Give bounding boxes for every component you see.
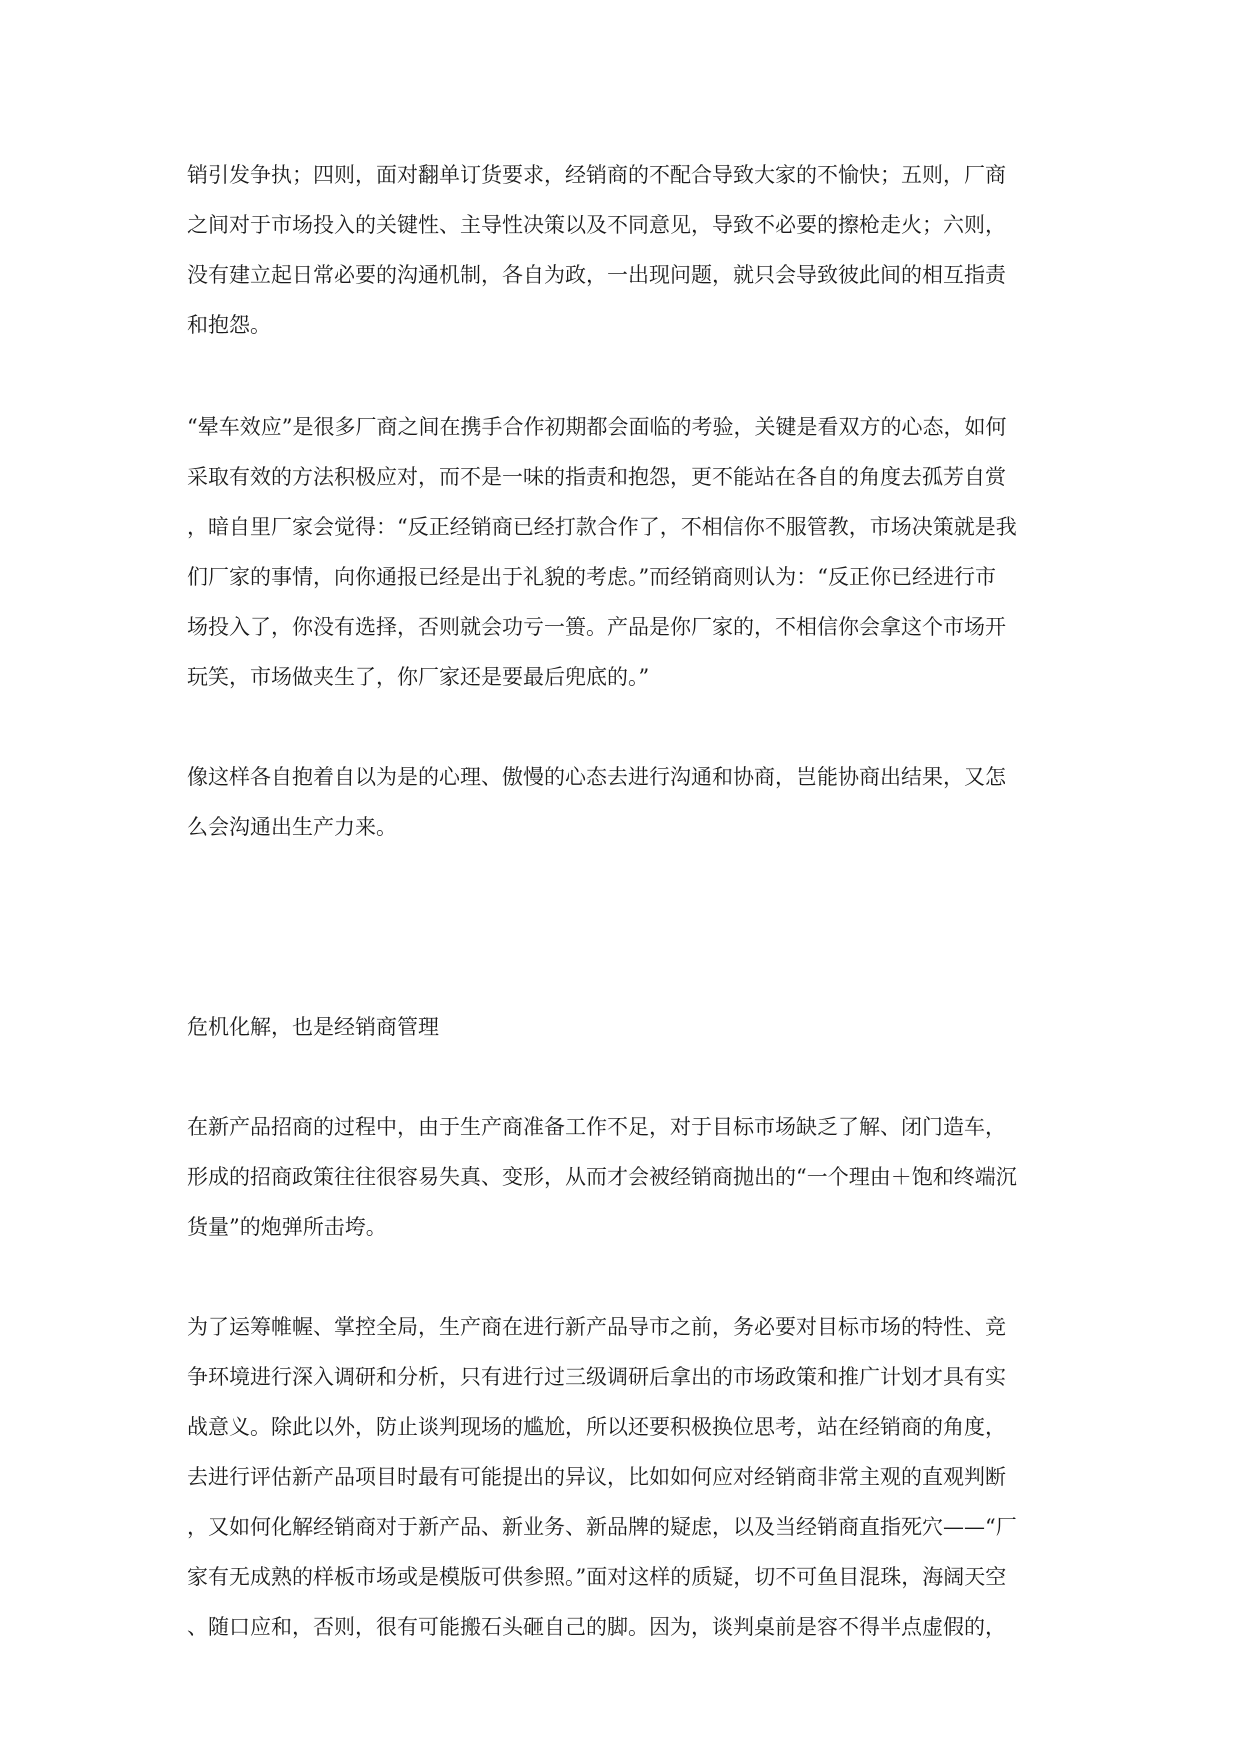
text-line: ，又如何化解经销商对于新产品、新业务、新品牌的疑虑，以及当经销商直指死穴——“厂 [187, 1515, 1017, 1539]
document-body [187, 150, 1055, 1652]
paragraph-2 [187, 402, 1055, 702]
text-line: 像这样各自抱着自以为是的心理、傲慢的心态去进行沟通和协商，岂能协商出结果，又怎 [187, 765, 1006, 789]
paragraph-spacer [187, 1052, 1055, 1102]
text-line: 没有建立起日常必要的沟通机制，各自为政，一出现问题，就只会导致彼此间的相互指责 [187, 263, 1006, 287]
paragraph-4 [187, 1102, 1055, 1252]
paragraph-spacer [187, 1252, 1055, 1302]
text-line: 之间对于市场投入的关键性、主导性决策以及不同意见，导致不必要的擦枪走火；六则， [187, 213, 1006, 237]
text-line: 销引发争执；四则，面对翻单订货要求，经销商的不配合导致大家的不愉快；五则，厂商 [187, 163, 1006, 187]
section-spacer [187, 852, 1055, 1002]
text-line: 么会沟通出生产力来。 [187, 815, 397, 839]
text-line: 玩笑，市场做夹生了，你厂家还是要最后兜底的。” [187, 665, 650, 689]
paragraph-3 [187, 752, 1055, 852]
paragraph-1 [187, 150, 1055, 350]
paragraph-spacer [187, 702, 1055, 752]
text-line: 们厂家的事情，向你通报已经是出于礼貌的考虑。”而经销商则认为：“反正你已经进行市 [187, 565, 996, 589]
text-line: 去进行评估新产品项目时最有可能提出的异议，比如如何应对经销商非常主观的直观判断 [187, 1465, 1006, 1489]
text-line: 场投入了，你没有选择，否则就会功亏一篑。产品是你厂家的，不相信你会拿这个市场开 [187, 615, 1006, 639]
text-line: 货量”的炮弹所击垮。 [187, 1215, 387, 1239]
text-line: “晕车效应”是很多厂商之间在携手合作初期都会面临的考验，关键是看双方的心态，如何 [187, 415, 1007, 439]
text-line: 在新产品招商的过程中，由于生产商准备工作不足，对于目标市场缺乏了解、闭门造车， [187, 1115, 1006, 1139]
section-heading: 危机化解，也是经销商管理 [187, 1015, 439, 1039]
text-line: ，暗自里厂家会觉得：“反正经销商已经打款合作了，不相信你不服管教，市场决策就是我 [187, 515, 1017, 539]
text-line: 采取有效的方法积极应对，而不是一味的指责和抱怨，更不能站在各自的角度去孤芳自赏 [187, 465, 1006, 489]
text-line: 家有无成熟的样板市场或是模版可供参照。”面对这样的质疑，切不可鱼目混珠，海阔天空 [187, 1565, 1007, 1589]
text-line: 形成的招商政策往往很容易失真、变形，从而才会被经销商抛出的“一个理由＋饱和终端沉 [187, 1165, 1017, 1189]
text-line: 为了运筹帷幄、掌控全局，生产商在进行新产品导市之前，务必要对目标市场的特性、竞 [187, 1315, 1006, 1339]
text-line: 、随口应和，否则，很有可能搬石头砸自己的脚。因为，谈判桌前是容不得半点虚假的， [187, 1615, 1006, 1639]
text-line: 争环境进行深入调研和分析，只有进行过三级调研后拿出的市场政策和推广计划才具有实 [187, 1365, 1006, 1389]
text-line: 战意义。除此以外，防止谈判现场的尴尬，所以还要积极换位思考，站在经销商的角度， [187, 1415, 1006, 1439]
paragraph-5 [187, 1302, 1055, 1652]
paragraph-spacer [187, 350, 1055, 402]
text-line: 和抱怨。 [187, 313, 271, 337]
